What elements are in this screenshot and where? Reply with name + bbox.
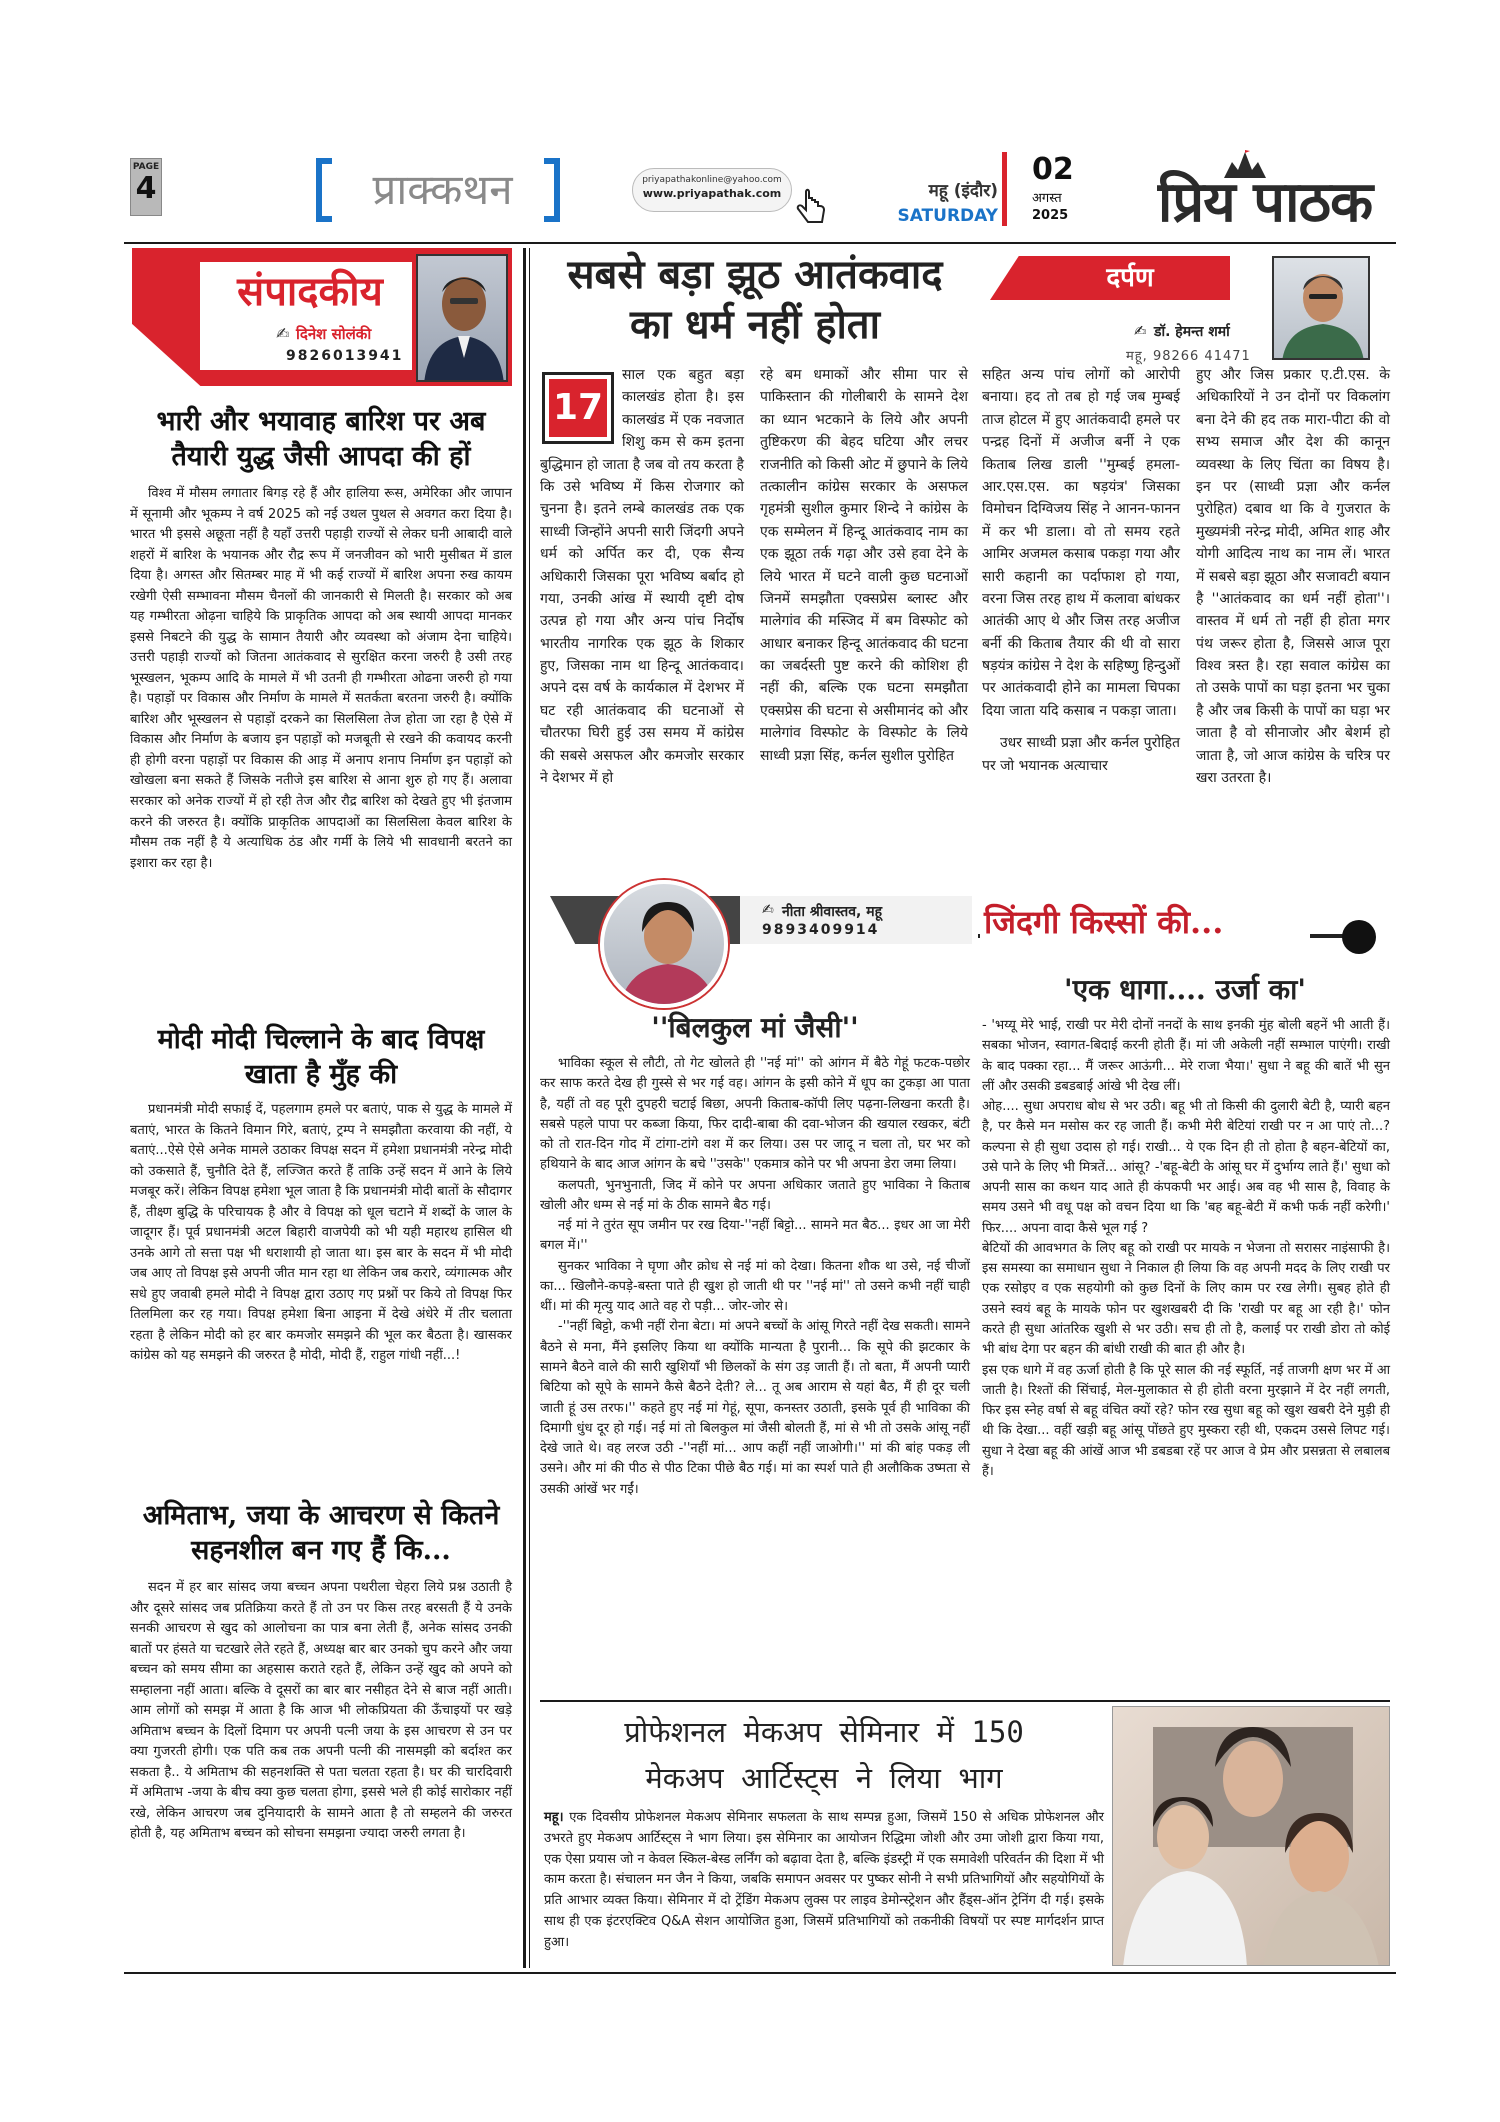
editorial-headline-3: अमिताभ, जया के आचरण से कितने सहनशील बन गए हैं कि... (142, 1500, 500, 1567)
story1-pen-icon: ✍ (762, 902, 774, 918)
story1-para-4: सुनकर भाविका ने घृणा और क्रोध से नई मां को देखा। कितना शौक था उसे, नई चीजों का... खिलौने-कपड़े-बस्ता पाते ही खुश हो जाती थी पर ''नई मां'' तो उसने कभी नहीं चाही थीं। मां की मृत्यु याद आते वह रो पड़ी... जोर-जोर से। (540, 1258, 970, 1315)
darpan-col-4: हुए और जिस प्रकार ए.टी.एस. के अधिकारियों ने उन दोनों पर विकलांग बना देने की हद तक मारा-पीटा की वो सभ्य समाज और देश की कानून व्यवस्था के लिए चिंता का विषय है। इन पर (साध्वी प्रज्ञा और कर्नल पुरोहित) दबाव था कि वे गुजरात के मुख्यमंत्री नरेन्द्र मोदी, अमित शाह और योगी आदित्य नाथ का नाम लें। भारत में सबसे बड़ा झूठा और सजावटी बयान है ''आतंकवाद का धर्म नहीं होता''। वास्तव में धर्म तो नहीं ही होता मगर पंथ जरूर होता है, जिससे आज पूरा विश्व त्रस्त है। रहा सवाल कांग्रेस का तो उसके पापों का घड़ा इतना भर चुका है और जब किसी के पापों का घड़ा भर जाता है वो सीनाजोर और बेशर्म हो जाता है, जो आज कांग्रेस के चरित्र पर खरा उतरता है। (1196, 367, 1390, 787)
page-number: 4 (135, 171, 157, 206)
story2-banner: जिंदगी किस्सों की... (980, 900, 1310, 943)
page-label: PAGE (132, 162, 160, 172)
editorial-body-2: प्रधानमंत्री मोदी सफाई दें, पहलगाम हमले पर बताएं, पाक से युद्ध के मामले में बताएं, भारत के कितने विमान गिरे, बताएं, ट्रम्प ने समझौता करवाया की नहीं, ये बताएं...ऐसे ऐसे अनेक मामले उठाकर विपक्ष सदन में हमेशा प्रधानमंत्री नरेन्द्र मोदी को उकसाते हैं, चुनौति देते हैं, लज्जित करते हैं ताकि उन्हें सदन में आने के लिये मजबूर करें। लेकिन विपक्ष हमेशा भूल जाता है कि प्रधानमंत्री मोदी बातों के सौदागर हैं, तीक्ष्ण बुद्धि के परिचायक है और वे विपक्ष को धूल चटाने में शब्दों के जाल के जादूगर हैं। पूर्व प्रधानमंत्री अटल बिहारी वाजपेयी को भी यही महारथ हासिल थी उनके आगे तो सत्ता पक्ष भी धराशायी हो जाता था। इस बार के सदन में भी मोदी जब आए तो विपक्ष इसे अपनी जीत मान रहा था लेकिन जब करारे, व्यंगात्मक और सधे हुए जवाबी हमले मोदी ने विपक्ष द्वारा उठाए गए प्रश्नों पर किये तो विपक्ष फिर तिलमिला कर रह गया। विपक्ष हमेशा बिना आइना में देखे अंधेरे में तीर चलाता रहता है लेकिन मोदी को हर बार कमजोर समझने की भूल कर बैठता है। खासकर कांग्रेस को यह समझने की जरुरत है मोदी, मोदी हैं, राहुल गांधी नहीं...! (130, 1102, 512, 1364)
story1-body (540, 1054, 970, 1500)
darpan-author: डॉ. हेमन्त शर्मा (1154, 324, 1230, 340)
story2-headline: 'एक धागा.... उर्जा का' (1064, 973, 1306, 1006)
page-bottom-rule (124, 1972, 1396, 1974)
darpan-location-phone: महू, 98266 41471 (1126, 349, 1251, 364)
lead-col-1 (540, 364, 744, 789)
story1-para-3: नई मां ने तुरंत सूप जमीन पर रख दिया-''नहीं बिट्टो... सामने मत बैठ... इधर आ जा मेरी बगल में।'' (540, 1218, 970, 1254)
lead-headline: सबसे बड़ा झूठ आतंकवाद का धर्म नहीं होता (567, 251, 943, 348)
story1-author-photo (600, 880, 728, 1008)
story2-para-1: - 'भय्यू मेरे भाई, राखी पर मेरी दोनों ननदों के साथ इनकी मुंह बोली बहनें भी आती हैं। सबका भोजन, स्वागत-बिदाई करनी होती हैं। मां जी अकेली नहीं सम्भाल पाएंगी। राखी के बाद पक्का रहा... मैं जरूर आऊंगी... मेरे राजा भैया।' सुधा ने बहू की बातें भी सुन लीं और उसकी डबडबाई आंखे भी देख लीं। (982, 1018, 1390, 1094)
dateline-city: महू (इंदौर) (928, 181, 998, 201)
dateline-weekday: SATURDAY (897, 206, 998, 226)
section-bracket-left (316, 158, 322, 222)
dateline-day: 02 (1032, 152, 1074, 187)
story1-para-1: भाविका स्कूल से लौटी, तो गेट खोलते ही ''नई मां'' को आंगन में बैठे गेहूं फटक-पछोर कर साफ करते देख ही गुस्से से भर गई वह। आंगन के इसी कोने में धूप का टुकड़ा आ पाता है, यहीं तो वह पूरी दुपहरी चटाई बिछा, अपनी किताब-कॉपी लिए पढ़ना-लिखना करती है। सबसे पहले पापा पर कब्जा किया, फिर दादी-बाबा की दवा-भोजन की खयाल रखकर, बंटी को तो रात-दिन गोद में टांगा-टांगे वश में कर लिया। उस पर जादू न चला तो, घर भर को हथियाने के बाद आज आंगन के बचे ''उसके'' एकमात्र कोने पर भी अपना डेरा जमा लिया। (540, 1056, 970, 1173)
page-label-box (130, 158, 162, 216)
darpan-col-3-text: सहित अन्य पांच लोगों को आरोपी बनाया। हद तो तब हो गई जब मुम्बई ताज होटल में हुए आतंकवादी हमले पर पन्द्रह दिनों में अजीज बर्नी ने एक किताब लिख डाली ''मुम्बई हमला- आर.एस.एस. का षड़यंत्र' जिसका विमोचन दिग्विजय सिंह ने आनन-फानन में कर भी डाला। वो तो समय रहते आमिर अजमल कसाब पकड़ा गया और सारी कहानी का पर्दाफाश हो गया, वरना जिस तरह हाथ में कलावा बांधकर आतंकी आए थे और जिस तरह अजीज बर्नी की किताब तैयार की थी वो सारा षड़यंत्र कांग्रेस ने देश के सहिष्णु हिन्दुओं पर आतंकवादी होने का मामला चिपका दिया जाता यदि कसाब न पकड़ा जाता। (982, 367, 1180, 719)
darpan-author-photo (1272, 256, 1370, 360)
editorial-body-1: विश्व में मौसम लगातार बिगड़ रहे हैं और हालिया रूस, अमेरिका और जापान में सूनामी और भूकम्प ने वर्ष 2025 को नई उथल पुथल से अवगत करा दिया है। भारत भी इससे अछूता नहीं है यहाँ उत्तरी पहाड़ी राज्यों से लेकर घनी आबादी वाले शहरों में बारिश के भयानक और रौद्र रूप में जनजीवन को भारी मुसीबत में डाल दिया है। अगस्त और सितम्बर माह में भी कई राज्यों में बारिश अपना रुख कायम रखेगी ऐसी सम्भावना मौसम चैनलों की जानकारी से मिलती है। सरकार को अब यह गम्भीरता ओढ़ना चाहिये कि प्राकृतिक आपदा को अब स्थायी आपदा मानकर इससे निबटने की युद्ध के सामान तैयारी और व्यवस्था को अंजाम देना चाहिये। उत्तरी पहाड़ी राज्यों को जितना आतंकवाद से सुरक्षित करना जरुरी है उसी तरह भूस्खलन, भूकम्प आदि के मामले में भी उतनी ही गम्भीरता ओढना जरुरी हो गया है। पहाड़ों पर विकास और निर्माण के मामले में सतर्कता बरतना जरुरी है। क्योंकि बारिश और भूस्खलन से पहाड़ों दरकने का सिलसिला तेज होता जा रहा है ऐसे में विकास और निर्माण के बजाय इन पहाड़ों को मजबूती से रखने की कवायद करनी ही होगी वरना पहाड़ों पर विकास की आड़ में अनाप शनाप निर्माण इन पहाड़ों को खोखला बना सकते हैं जिसके नतीजे इस बारिश से आना शुरु हो गए हैं। अलावा सरकार को अनेक राज्यों में हो रही तेज और रौद्र बारिश को देखते हुए भी इंतजाम करने की जरुरत है। क्योंकि प्राकृतिक आपदाओं का सिलसिला केवल बारिश के मौसम तक नहीं है ये अत्याधिक ठंड और गर्मी के लिये भी सावधानी बरतने का इशारा कर रहा है। (130, 486, 512, 871)
section-bracket-right-bottom (544, 216, 560, 222)
email-text: priyapathakonline@yahoo.com (642, 175, 782, 185)
seminar-headline-1: प्रोफेशनल मेकअप सेमिनार में 150 (624, 1715, 1024, 1749)
web-badge (632, 168, 792, 212)
story1-phone: 9893409914 (762, 922, 880, 938)
seminar-text: एक दिवसीय प्रोफेशनल मेकअप सेमिनार सफलता के साथ सम्पन्न हुआ, जिसमें 150 से अधिक प्रोफेशनल और उभरते हुए मेकअप आर्टिस्ट्स ने भाग लिया। इस सेमिनार का आयोजन रिद्धिमा जोशी और उमा जोशी द्वारा किया गया, एक ऐसा प्रयास जो न केवल स्किल-बेस्ड लर्निंग को बढ़ावा देता है, बल्कि इंडस्ट्री में एक समावेशी परिवर्तन की दिशा में भी काम करता है। संचालन मन जैन ने किया, जबकि समापन अवसर पर पुष्कर सोनी ने सभी प्रतिभागियों और सहयोगियों के प्रति आभार व्यक्त किया। सेमिनार में दो ट्रेंडिंग मेकअप लुक्स पर लाइव डेमोन्स्ट्रेशन और हैंड्स-ऑन ट्रेनिंग दी गई। इसके साथ ही एक इंटरएक्टिव Q&A सेशन आयोजित हुआ, जिसमें प्रतिभागियों को तकनीकी विषयों पर स्पष्ट मार्गदर्शन प्राप्त हुआ। (544, 1810, 1104, 1950)
editorial-phone: 9826013941 (286, 348, 404, 364)
seminar-top-rule (540, 1700, 1390, 1702)
story1-author: नीता श्रीवास्तव, महू (782, 904, 883, 920)
darpan-col-3-cont: उधर साध्वी प्रज्ञा और कर्नल पुरोहित पर जो भयानक अत्याचार (982, 735, 1180, 774)
section-title: प्राक्कथन (372, 165, 513, 214)
darpan-col-3 (982, 364, 1180, 777)
masthead-rule (124, 242, 1396, 244)
dateline-divider (1002, 152, 1007, 226)
story1-para-5: -''नहीं बिट्टो, कभी नहीं रोना बेटा। मां अपने बच्चों के आंसू गिरते नहीं देख सकती। सामने बैठने से मना, मैंने इसलिए किया था क्योंकि मान्यता है पुरानी... कि सूपे की झटकार के सामने बैठने वाले की सारी खुशियाँ भी छिलकों के संग उड़ जाती हैं। तो बता, मैं अपनी प्यारी बिटिया को सूपे के सामने कैसे बैठने देती? ले... तू अब आराम से यहां बैठ, मैं ही दूर चली जाती हूं उस तरफ।'' कहते हुए नई मां गेहूं, सूपा, कनस्तर उठाती, इसके पूर्व ही भाविका की दिमागी धुंध दूर हो गई। नई मां तो बिलकुल मां जैसी बोलती हैं, मां से भी तो उसके आंसू नहीं देखे जाते थे। वह लरज उठी -''नहीं मां... आप कहीं नहीं जाओगी।'' मां की बांह पकड़ ली उसने। और मां की पीठ से पीठ टिका पीछे बैठ गई। मां का स्पर्श पाते ही अलौकिक उष्मता से उसकी आंखें भर गईं। (540, 1319, 970, 1497)
pen-icon: ✍ (276, 324, 290, 343)
section-bracket-left-top (316, 158, 332, 164)
story1-para-2: कलपती, भुनभुनाती, जिद में कोने पर अपना अधिकार जताते हुए भाविका ने किताब खोली और धम्म से नई मां के ठीक सामने बैठ गई। (540, 1177, 970, 1213)
seminar-dateline: महू। (544, 1810, 564, 1825)
editorial-author-photo (416, 254, 508, 382)
newspaper-logo: प्रिय पाठक (1157, 169, 1373, 235)
editorial-author: दिनेश सोलंकी (296, 325, 372, 343)
column-rule-left-2 (529, 248, 530, 1968)
dropcap-number: 17 (549, 379, 607, 437)
editorial-headline-2: मोदी मोदी चिल्लाने के बाद विपक्ष खाता है मुँह की (157, 1024, 485, 1091)
story2-para-4: इस एक धागे में वह ऊर्जा होती है कि पूरे साल की नई स्फूर्ति, नई ताजगी क्षण भर में आ जाती है। रिश्तों की सिंचाई, मेल-मुलाकात से ही होती वरना मुरझाने में देर नहीं लगती, फिर इस स्नेह वर्षा से बहू वंचित क्यों रहे? फोन रख सुधा बहू को खुश खबरी देने मुड़ी ही थी कि देखा... वहीं खड़ी बहू आंसू पोंछते हुए मुस्करा रही थी, एकदम उससे लिपट गई। सुधा ने देखा बहू की आंखें आज भी डबडबा रहें पर आज वे प्रेम और प्रसन्नता से लबालब हैं। (982, 1362, 1390, 1479)
story2-para-2: ओह.... सुधा अपराध बोध से भर उठी। बहू भी तो किसी की दुलारी बेटी है, प्यारी बहन है, पर कैसे मन मसोस कर रह जाती हैं। कभी मेरी बेटियां राखी पर न आ पाएं तो...? कल्पना से ही सुधा उदास हो गई। राखी... ये एक दिन ही तो होता है बहन-बेटियों का, उसे पाने के लिए भी मित्रतें... आंसू? -'बहू-बेटी के आंसू घर में दुर्भाग्य लाते हैं।' सुधा को अपनी सास का कथन याद आते ही कंपकपी भर आई। अब वह भी सास है, विवाह के समय उसने भी वधू पक्ष को वचन दिया था कि 'बह बहू-बेटी में कभी फर्क नहीं करेगी।' फिर.... अपना वादा कैसे भूल गई ? (982, 1099, 1390, 1236)
section-bracket-right (554, 158, 560, 222)
seminar-photo (1112, 1706, 1390, 1966)
website-link[interactable]: www.priyapathak.com (642, 187, 782, 200)
story2-para-3: बेटियों की आवभगत के लिए बहू को राखी पर मायके न भेजना तो सरासर नाइंसाफी है। इस समस्या का समाधान सुधा ने निकाल ही लिया कि वह अपनी मदद के लिए राखी पर एक रसोइए व एक सहयोगी को कुछ दिनों के लिए काम पर रख लेगी। सुबह होते ही उसने स्वयं बहू के मायके फोन पर खुशखबरी दी कि 'राखी पर बहू आ रही है।' फोन करते ही सुधा आंतरिक खुशी से भर उठी। सच ही तो है, कलाई पर राखी डोरा तो कोई भी बांध देगा पर बहन की बांधी राखी की बात ही और है। (982, 1240, 1390, 1358)
editorial-body-3: सदन में हर बार सांसद जया बच्चन अपना पथरीला चेहरा लिये प्रश्न उठाती है और दूसरे सांसद जब प्रतिक्रिया करते हैं तो उन पर किस तरह बरसती हैं ये उनके सनकी आचरण से खुद को आलोचना का पात्र बना लेती हैं, अनेक सांसद उनकी बातों पर हंसते या चटखारे लेते रहते हैं, अध्यक्ष बार बार उनको चुप करने और जया बच्चन को समय सीमा का अहसास कराते रहते हैं, लेकिन उन्हें खुद को अपने को सम्हालना नहीं आता। बल्कि वे दूसरों का बार बार नसीहत देने से बाज नहीं आती। आम लोगों को समझ में आता है कि आज भी लोकप्रियता की ऊँचाइयों पर खड़े अमिताभ बच्चन के दिलों दिमाग पर अपनी पत्नी जया के इस आचरण से उन पर क्या गुजरती होगी। एक पति कब तक अपनी पत्नी की नासमझी को बर्दाश्त कर सकता है.. ये अमिताभ की सहनशक्ति से पता चलता रहता है। घर की चारदिवारी में अमिताभ -जया के बीच क्या कुछ चलता होगा, इससे भले ही कोई सारोकार नहीं रखे, लेकिन आचरण जब दुनियादारी के सामने आता है तो सम्हलने की जरुरत होती है, यह अमिताभ बच्चन को सोचना समझना ज्यादा जरुरी लगता है। (130, 1580, 512, 1842)
darpan-title: दर्पण (1106, 263, 1154, 293)
dateline-year: 2025 (1032, 208, 1069, 223)
story2-banner-dot (1342, 920, 1376, 954)
section-bracket-left-bottom (316, 216, 332, 222)
dateline-month: अगस्त (1032, 191, 1062, 206)
story1-headline: ''बिलकुल मां जैसी'' (651, 1011, 859, 1044)
editorial-title: संपादकीय (237, 268, 383, 315)
editorial-headline-1: भारी और भयावाह बारिश पर अब तैयारी युद्ध जैसी आपदा की हों (156, 406, 486, 473)
column-rule-left (523, 248, 526, 1968)
section-bracket-right-top (544, 158, 560, 164)
darpan-pen-icon: ✍ (1134, 322, 1147, 340)
pointer-hand-icon (794, 188, 830, 232)
lead-col-2: रहे बम धमाकों और सीमा पार से पाकिस्तान की गोलीबारी के सामने देश का ध्यान भटकाने के लिये और अपनी तुष्टिकरण की बेहद घटिया और लचर राजनीति को किसी ओट में छुपाने के लिये तत्कालीन कांग्रेस सरकार के असफल गृहमंत्री सुशील कुमार शिन्दे ने कांग्रेस के एक सम्मेलन में हिन्दू आतंकवाद नाम का एक झूठा तर्क गढ़ा और उसे हवा देने के लिये भारत में घटने वाली कुछ घटनाओं जिनमें समझौता एक्सप्रेस ब्लास्ट और मालेगांव की मस्जिद में बम विस्फोट को आधार बनाकर हिन्दू आतंकवाद की घटना का जबर्दस्ती पुष्ट करने की कोशिश ही नहीं की, बल्कि एक घटना समझौता एक्सप्रेस की घटना से असीमानंद को और मालेगांव विस्फोट के विस्फोट के लिये साध्वी प्रज्ञा सिंह, कर्नल सुशील पुरोहित (760, 367, 968, 764)
story2-body (982, 1016, 1390, 1482)
seminar-headline-2: मेकअप आर्टिस्ट्स ने लिया भाग (645, 1761, 1003, 1795)
seminar-body (544, 1808, 1104, 1954)
lead-col-1-text: साल एक बहुत बड़ा कालखंड होता है। इस कालखंड में एक नवजात शिशु कम से कम इतना बुद्धिमान हो जाता है जब वो तय करता है कि उसे भविष्य में किस रोजगार को चुनना है। इतने लम्बे कालखंड तक एक साध्वी जिन्होंने अपनी सारी जिंदगी अपने धर्म को अर्पित कर दी, एक सैन्य अधिकारी जिसका पूरा भविष्य बर्बाद हो गया, उनकी आंख में स्थायी दृष्टी दोष उत्पन्न हो गया और अन्य पांच निर्दोष भारतीय नागरिक एक झूठ के शिकार हुए, जिसका नाम था हिन्दू आतंकवाद। अपने दस वर्ष के कार्यकाल में देशभर में घट रही आतंकवाद की घटनाओं से चौतरफा घिरी हुई उस समय में कांग्रेस की सबसे असफल और कमजोर सरकार ने देशभर में हो (540, 367, 744, 787)
